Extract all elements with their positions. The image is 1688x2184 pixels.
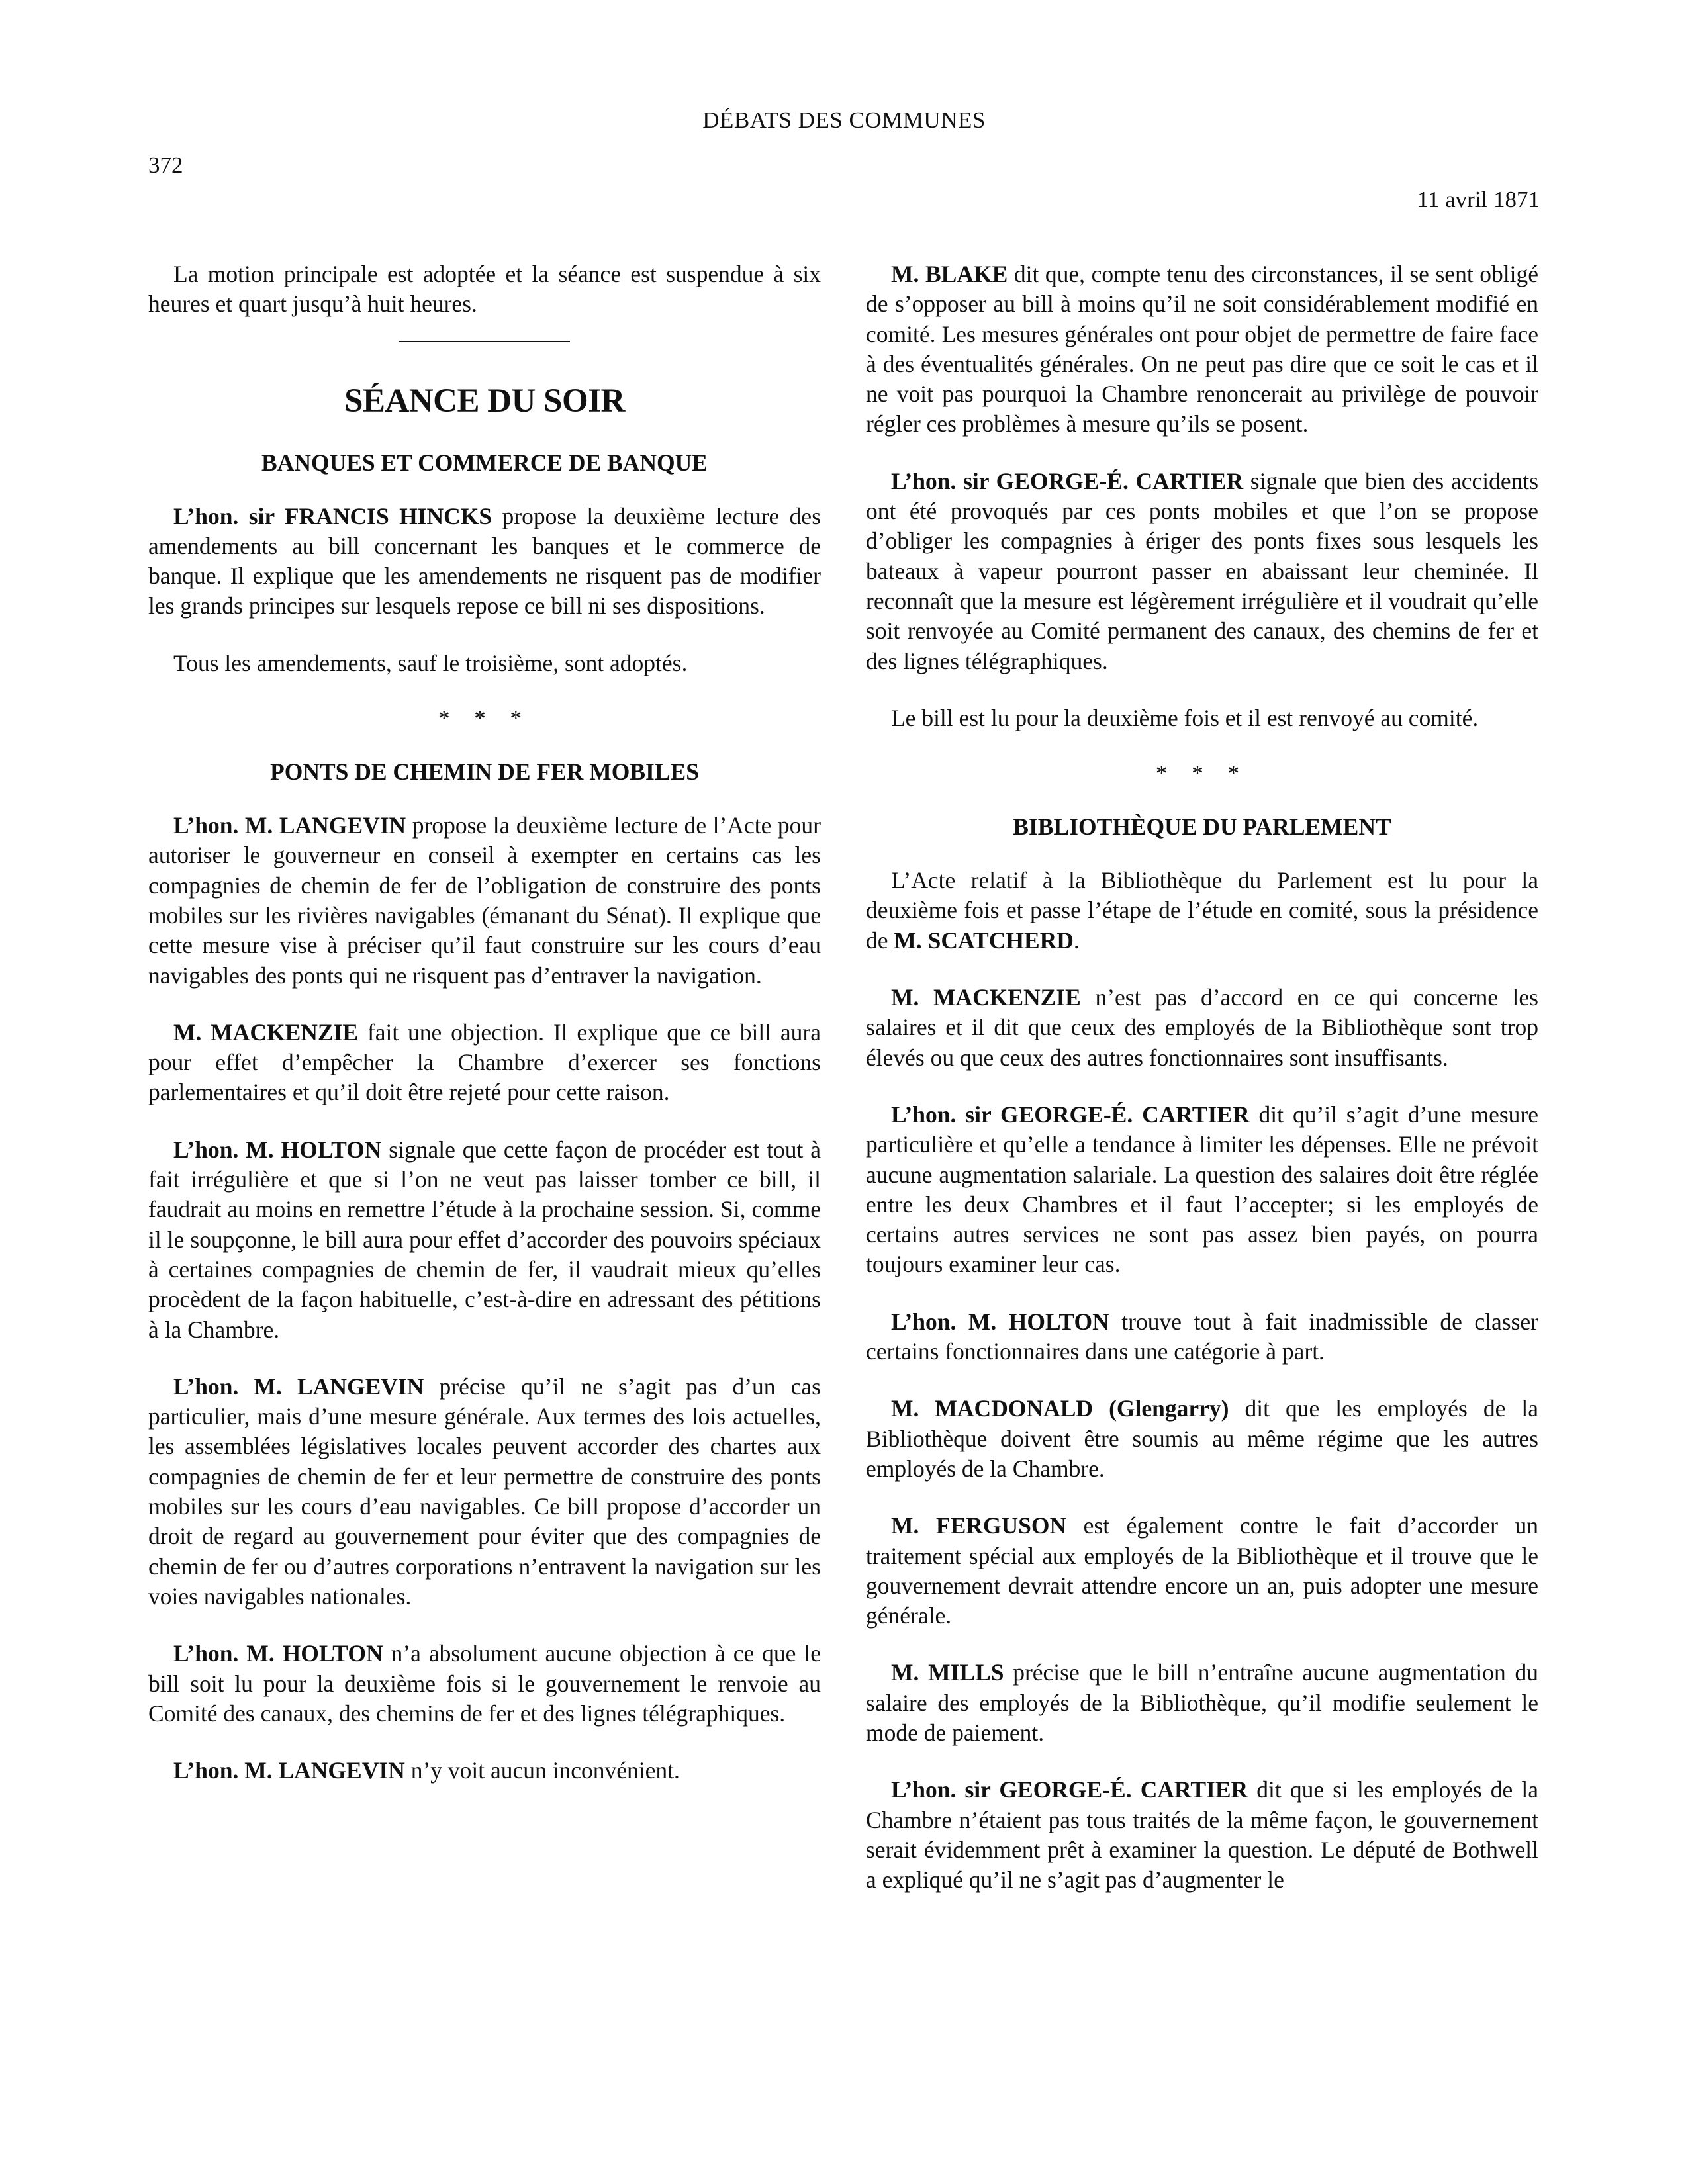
section-heading: BANQUES ET COMMERCE DE BANQUE: [261, 449, 708, 476]
speaker-name: L’hon. M. HOLTON: [891, 1308, 1109, 1335]
speaker-name: M. MILLS: [891, 1659, 1004, 1686]
section-heading: PONTS DE CHEMIN DE FER MOBILES: [270, 758, 699, 786]
paragraph: [866, 467, 1538, 676]
section-divider: [399, 341, 570, 342]
speech-text: n’est pas d’accord en ce qui concerne les salaires et il dit que ceux des employés de la Bibliothèque sont trop élevés ou que ceux des autres fonctionnaires sont insuffisants.: [866, 984, 1538, 1071]
paragraph: [148, 1639, 821, 1729]
speaker-name: L’hon. M. HOLTON: [173, 1136, 382, 1163]
paragraph: [148, 1135, 821, 1345]
paragraph: [866, 1775, 1538, 1895]
running-head: DÉBATS DES COMMUNES: [702, 107, 986, 133]
speech-text: précise qu’il ne s’agit pas d’un cas particulier, mais d’une mesure générale. Aux termes des lois actuelles, les assemblées législatives locales peuvent accorder des chartes aux compagnies de chemin de fer et leur permettre de construire des ponts mobiles sur les cours d’eau navigables. Ce bill propose d’accorder un droit de regard au gouvernement pour éviter que des compagnies de chemin de fer ou d’autres corporations n’entravent la navigation sur les voies navigables nationales.: [148, 1373, 821, 1610]
speaker-name: M. SCATCHERD: [894, 927, 1074, 954]
speaker-name: L’hon. sir FRANCIS HINCKS: [173, 502, 492, 529]
speech-text: trouve tout à fait inadmissible de classer certains fonctionnaires dans une catégorie à part.: [866, 1308, 1538, 1365]
speech-text: propose la deuxième lecture des amendements au bill concernant les banques et le commerce de banque. Il explique que les amendements ne risquent pas de modifier les grands principes sur lesquels repose ce bill ni ses dispositions.: [148, 502, 821, 619]
paragraph: [866, 1100, 1538, 1280]
speech-text: dit que si les employés de la Chambre n’étaient pas tous traités de la même façon, le gouvernement serait évidemment prêt à examiner la question. Le député de Bothwell a expliqué qu’il ne s’agit pas d’augmenter le: [866, 1776, 1538, 1893]
paragraph: [866, 866, 1538, 956]
paragraph: Tous les amendements, sauf le troisième, sont adoptés.: [173, 649, 688, 676]
paragraph: [866, 983, 1538, 1073]
speaker-name: L’hon. M. LANGEVIN: [173, 1373, 424, 1400]
speaker-name: M. MACDONALD (Glengarry): [891, 1395, 1229, 1422]
speech-text: est également contre le fait d’accorder un traitement spécial aux employés de la Bibliothèque et il trouve que le gouvernement devrait attendre encore un an, puis adopter une mesure générale.: [866, 1512, 1538, 1629]
paragraph: [866, 1511, 1538, 1631]
speech-text: n’y voit aucun inconvénient.: [404, 1757, 680, 1784]
speaker-name: L’hon. sir GEORGE-É. CARTIER: [891, 1776, 1248, 1803]
paragraph: [148, 1018, 821, 1108]
paragraph: [866, 1307, 1538, 1367]
page-number: 372: [148, 152, 183, 178]
paragraph: [866, 1394, 1538, 1484]
speech-text: dit que les employés de la Bibliothèque doivent être soumis au même régime que les autres employés de la Chambre.: [866, 1395, 1538, 1482]
speaker-name: L’hon. M. LANGEVIN: [173, 812, 406, 839]
speaker-name: M. MACKENZIE: [891, 984, 1081, 1011]
speech-text: n’a absolument aucune objection à ce que le bill soit lu pour la deuxième fois si le gouvernement le renvoie au Comité des canaux, des chemins de fer et des lignes télégraphiques.: [148, 1640, 821, 1727]
paragraph: [148, 502, 821, 621]
speech-text: précise que le bill n’entraîne aucune augmentation du salaire des employés de la Bibliothèque, qu’il modifie seulement le mode de paiement.: [866, 1659, 1538, 1746]
speaker-name: M. FERGUSON: [891, 1512, 1067, 1539]
session-title: SÉANCE DU SOIR: [344, 382, 625, 420]
speech-text: signale que cette façon de procéder est tout à fait irrégulière et que si l’on ne veut pas laisser tomber ce bill, il faudrait au moins en remettre l’étude à la prochaine session. Si, comme il le soupçonne, le bill aura pour effet d’accorder des pouvoirs spéciaux à certaines compagnies de chemin de fer, il vaudrait mieux qu’elles procèdent de la façon habituelle, c’est-à-dire en adressant des pétitions à la Chambre.: [148, 1136, 821, 1343]
paragraph: [866, 1658, 1538, 1748]
speech-text: fait une objection. Il explique que ce bill aura pour effet d’empêcher la Chambre d’exercer ses fonctions parlementaires et qu’il doit être rejeté pour cette raison.: [148, 1019, 821, 1106]
speaker-name: L’hon. sir GEORGE-É. CARTIER: [891, 467, 1244, 494]
paragraph: [866, 259, 1538, 439]
paragraph: La motion principale est adoptée et la séance est suspendue à six heures et quart jusqu’à huit heures.: [148, 261, 821, 318]
speech-text: signale que bien des accidents ont été provoqués par ces ponts mobiles et que l’on se propose d’obliger les compagnies à ériger des ponts fixes sous lesquels les bateaux à vapeur pourront passer en abaissant leur cheminée. Il reconnaît que la mesure est légèrement irrégulière et il voudrait qu’elle soit renvoyée au Comité permanent des canaux, des chemins de fer et des lignes télégraphiques.: [866, 467, 1539, 674]
left-column: [148, 259, 821, 1813]
section-separator: * * *: [438, 705, 531, 732]
speech-text: L’Acte relatif à la Bibliothèque du Parlement est lu pour la deuxième fois et passe l’étape de l’étude en comité, sous la présidence de: [866, 867, 1538, 954]
speech-text: propose la deuxième lecture de l’Acte pour autoriser le gouverneur en conseil à exempter en certains cas les compagnies de chemin de fer de l’obligation de construire des ponts mobiles sur les rivières navigables (émanant du Sénat). Il explique que cette mesure vise à préciser qu’il faut construire sur les cours d’eau navigables des ponts qui ne risquent pas d’entraver la navigation.: [148, 812, 821, 989]
speaker-name: M. MACKENZIE: [173, 1019, 359, 1046]
section-separator: * * *: [1156, 760, 1248, 787]
speaker-name: L’hon. M. HOLTON: [173, 1640, 383, 1667]
speaker-name: L’hon. M. LANGEVIN: [173, 1757, 405, 1784]
speech-text: .: [1073, 927, 1080, 954]
paragraph: [148, 1372, 821, 1612]
speech-text: dit que, compte tenu des circonstances, il se sent obligé de s’opposer au bill à moins qu’il ne soit considérablement modifié en comité. Les mesures générales ont pour objet de permettre de faire face à des éventualités générales. On ne peut pas dire que ce soit le cas et il ne voit pas pourquoi la Chambre renoncerait au privilège de pouvoir régler ces problèmes à mesure qu’ils se posent.: [866, 261, 1539, 437]
section-heading: BIBLIOTHÈQUE DU PARLEMENT: [1013, 813, 1391, 841]
sitting-date: 11 avril 1871: [1417, 187, 1540, 212]
paragraph: [148, 1756, 821, 1786]
paragraph: [148, 811, 821, 991]
speaker-name: L’hon. sir GEORGE-É. CARTIER: [891, 1101, 1250, 1128]
paragraph: Le bill est lu pour la deuxième fois et il est renvoyé au comité.: [891, 704, 1479, 731]
speaker-name: M. BLAKE: [891, 261, 1008, 287]
speech-text: dit qu’il s’agit d’une mesure particulière et qu’elle a tendance à limiter les dépenses. Elle ne prévoit aucune augmentation salariale. La question des salaires doit être réglée entre les deux Chambres et il faut l’accepter; si les employés de certains autres services ne sont pas assez bien payés, on pourra toujours examiner leur cas.: [866, 1101, 1538, 1278]
right-column: [866, 259, 1538, 1922]
